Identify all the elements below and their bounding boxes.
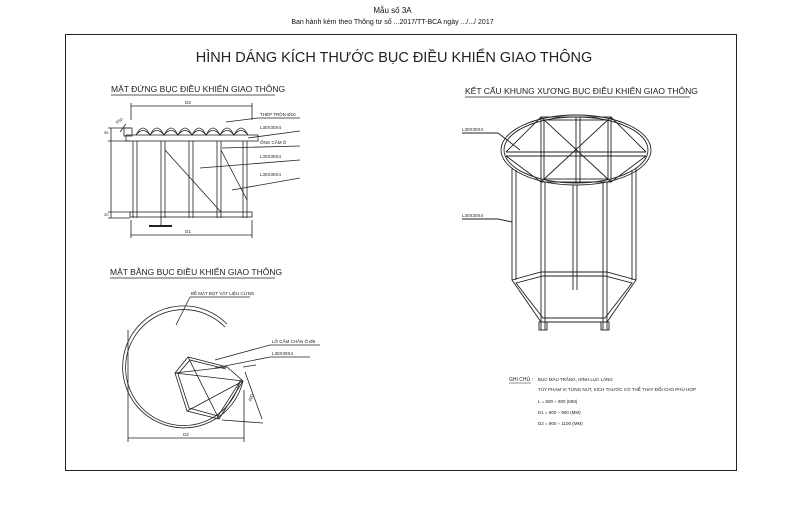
elev-dim-bottom: D1 <box>185 229 191 234</box>
plan-title: MẶT BẰNG BỤC ĐIỀU KHIỂN GIAO THÔNG <box>110 267 283 277</box>
elev-dim-r: R50 <box>114 116 124 125</box>
notes-line-1: BỤC MÀU TRẮNG, HÌNH LỤC LĂNG <box>538 377 613 382</box>
plan-dim-bottom: D2 <box>183 432 189 437</box>
notes-line-4: D1 = 800 ÷ 900 (MM) <box>538 410 581 415</box>
notes-line-2: TÙY PHẠM VI TỪNG NÚT, KÍCH THƯỚC CÓ THỂ THAY ĐỔI CHO PHÙ HỢP <box>538 387 697 392</box>
plan-label-surface: BỀ MẶT BỌT VẬT LIỆU CỨNG <box>191 291 255 296</box>
notes-line-3: L = 500 ÷ 800 (MM) <box>538 399 578 404</box>
elev-dim-small: 95 <box>104 130 109 135</box>
main-title: HÌNH DÁNG KÍCH THƯỚC BỤC ĐIỀU KHIỂN GIAO THÔNG <box>195 50 593 66</box>
elev-dim-foot: 30 <box>104 212 109 217</box>
notes-line-5: D2 = 900 ÷ 1100 (MM) <box>538 421 583 426</box>
elev-dim-top: D2 <box>185 100 191 105</box>
elev-label-angle-low: L30X30X4 <box>260 172 282 177</box>
elev-label-pipe: ỐNG CẮM Ô <box>260 140 287 145</box>
issued-by-text: Ban hành kèm theo Thông tư số ...2017/TT-BCA ngày .../.../ 2017 <box>291 19 494 26</box>
form-number: Mẫu số 3A <box>373 6 412 15</box>
elevation-drawing <box>108 103 300 238</box>
frame-label-angle-mid: L30X30X4 <box>462 213 484 218</box>
frame-drawing <box>462 115 651 330</box>
elev-label-angle-mid: L30X30X4 <box>260 154 282 159</box>
plan-label-hole: LỖ CẮM CHÂN Ô Ø6 <box>272 339 316 344</box>
elev-label-rod: THÉP TRÒN Ø10 <box>260 112 296 117</box>
notes-heading: GHI CHÚ : <box>509 377 533 383</box>
plan-label-angle: L30X30X4 <box>272 351 294 356</box>
elevation-title: MẶT ĐỨNG BỤC ĐIỀU KHIỂN GIAO THÔNG <box>111 84 286 94</box>
plan-drawing <box>123 297 320 442</box>
plan-dim-side: 400 <box>247 393 255 403</box>
frame-title: KẾT CẤU KHUNG XƯƠNG BỤC ĐIỀU KHIỂN GIAO THÔNG <box>465 86 698 96</box>
elev-label-angle-top: L30X30X4 <box>260 125 282 130</box>
frame-label-angle-top: L30X30X4 <box>462 127 484 132</box>
